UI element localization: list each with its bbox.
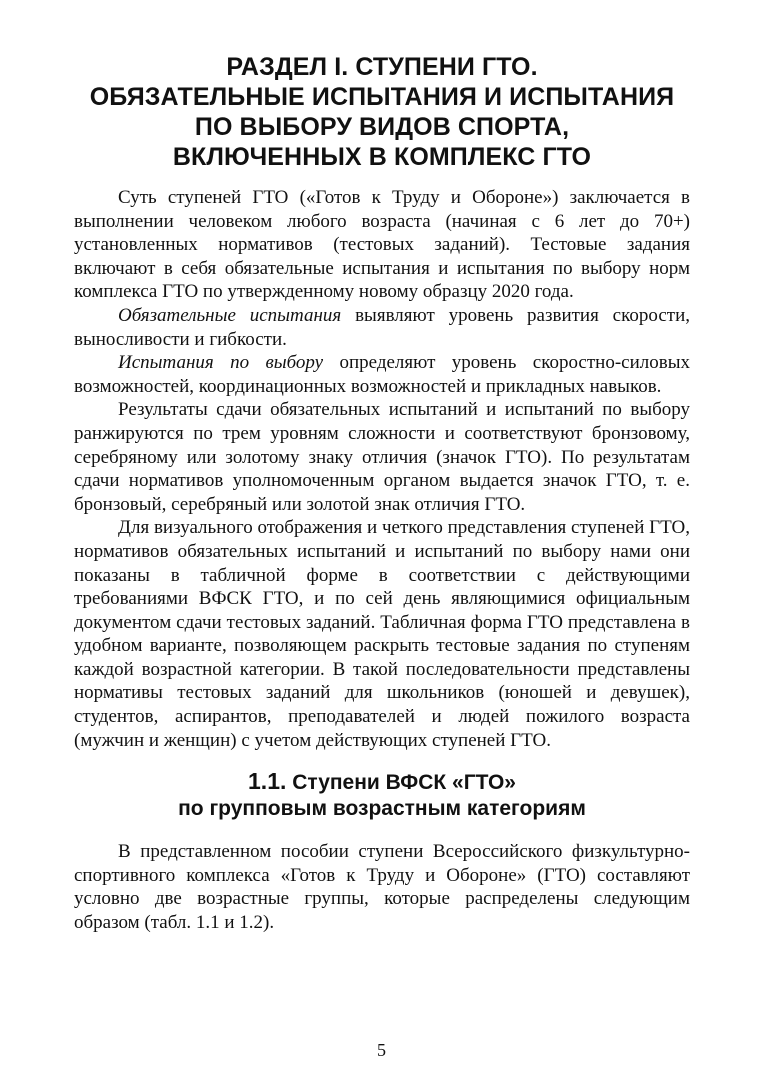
paragraph-optional-tests-text: определяют уровень скоростно-силовых возможностей, координационных возможностей и прикладных навыков. [74,352,690,397]
term-mandatory-tests: Обязательные испытания [118,304,342,326]
subsection-title [74,768,690,822]
paragraph-results: Результаты сдачи обязательных испытаний и испытаний по выбору ранжируются по трем уровням сложности и соответствуют бронзовому, серебряному или золотому знаку отличия (значок ГТО). По результатам сдачи нормативов уполномоченным органом выдается значок ГТО, т. е. бронзовый, серебряный или золотой знак отличия ГТО. [74,399,690,515]
paragraph-mandatory-tests [74,304,690,351]
page-number: 5 [377,1040,386,1060]
subsection-title-line-1 [74,768,690,796]
paragraph-mandatory-tests-text: выявляют уровень развития скорости, выносливости и гибкости. [74,304,691,350]
section-title-line-4: ВКЛЮЧЕННЫХ В КОМПЛЕКС ГТО [172,143,592,171]
subsection-title-line-2: по групповым возрастным категориям [178,797,586,821]
section-title-line-3: ПО ВЫБОРУ ВИДОВ СПОРТА, [194,113,570,141]
subsection-number: 1.1. [248,768,287,795]
section-title [74,52,690,172]
document-page [74,52,690,935]
paragraph-table-form: Для визуального отображения и четкого представления ступеней ГТО, нормативов обязательных испытаний и испытаний по выбору нами они показаны в табличной форме в соответствии с действующими требованиями ВФСК ГТО, и по сей день являющимися официальным документом сдачи тестовых заданий. Табличная форма ГТО представлена в удобном варианте, позволяющем раскрыть тестовые задания по ступеням каждой возрастной категории. В такой последовательности представлены нормативы тестовых заданий для школьников (юношей и девушек), студентов, аспирантов, преподавателей и людей пожилого возраста (мужчин и женщин) с учетом действующих ступеней ГТО. [74,517,690,751]
subsection-title-text: Ступени ВФСК «ГТО» [286,771,516,795]
term-optional-tests: Испытания по выбору [118,352,324,374]
paragraph-age-groups: В представленном пособии ступени Всероссийского физкультурно-спортивного комплекса «Готов к Труду и Обороне» (ГТО) составляют условно две возрастные группы, которые распределены следующим образом (табл. 1.1 и 1.2). [74,841,690,934]
paragraph-optional-tests [74,351,690,398]
paragraph-gto-essence: Суть ступеней ГТО («Готов к Труду и Обороне») заключается в выполнении человеком любого возраста (начиная с 6 лет до 70+) установленных нормативов (тестовых заданий). Тестовые задания включают в себя обязательные испытания и испытания по выбору норм комплекса ГТО по утвержденному новому образцу 2020 года. [74,187,690,303]
section-title-line-2: ОБЯЗАТЕЛЬНЫЕ ИСПЫТАНИЯ И ИСПЫТАНИЯ [89,83,675,111]
section-title-line-1: РАЗДЕЛ I. СТУПЕНИ ГТО. [226,53,538,81]
